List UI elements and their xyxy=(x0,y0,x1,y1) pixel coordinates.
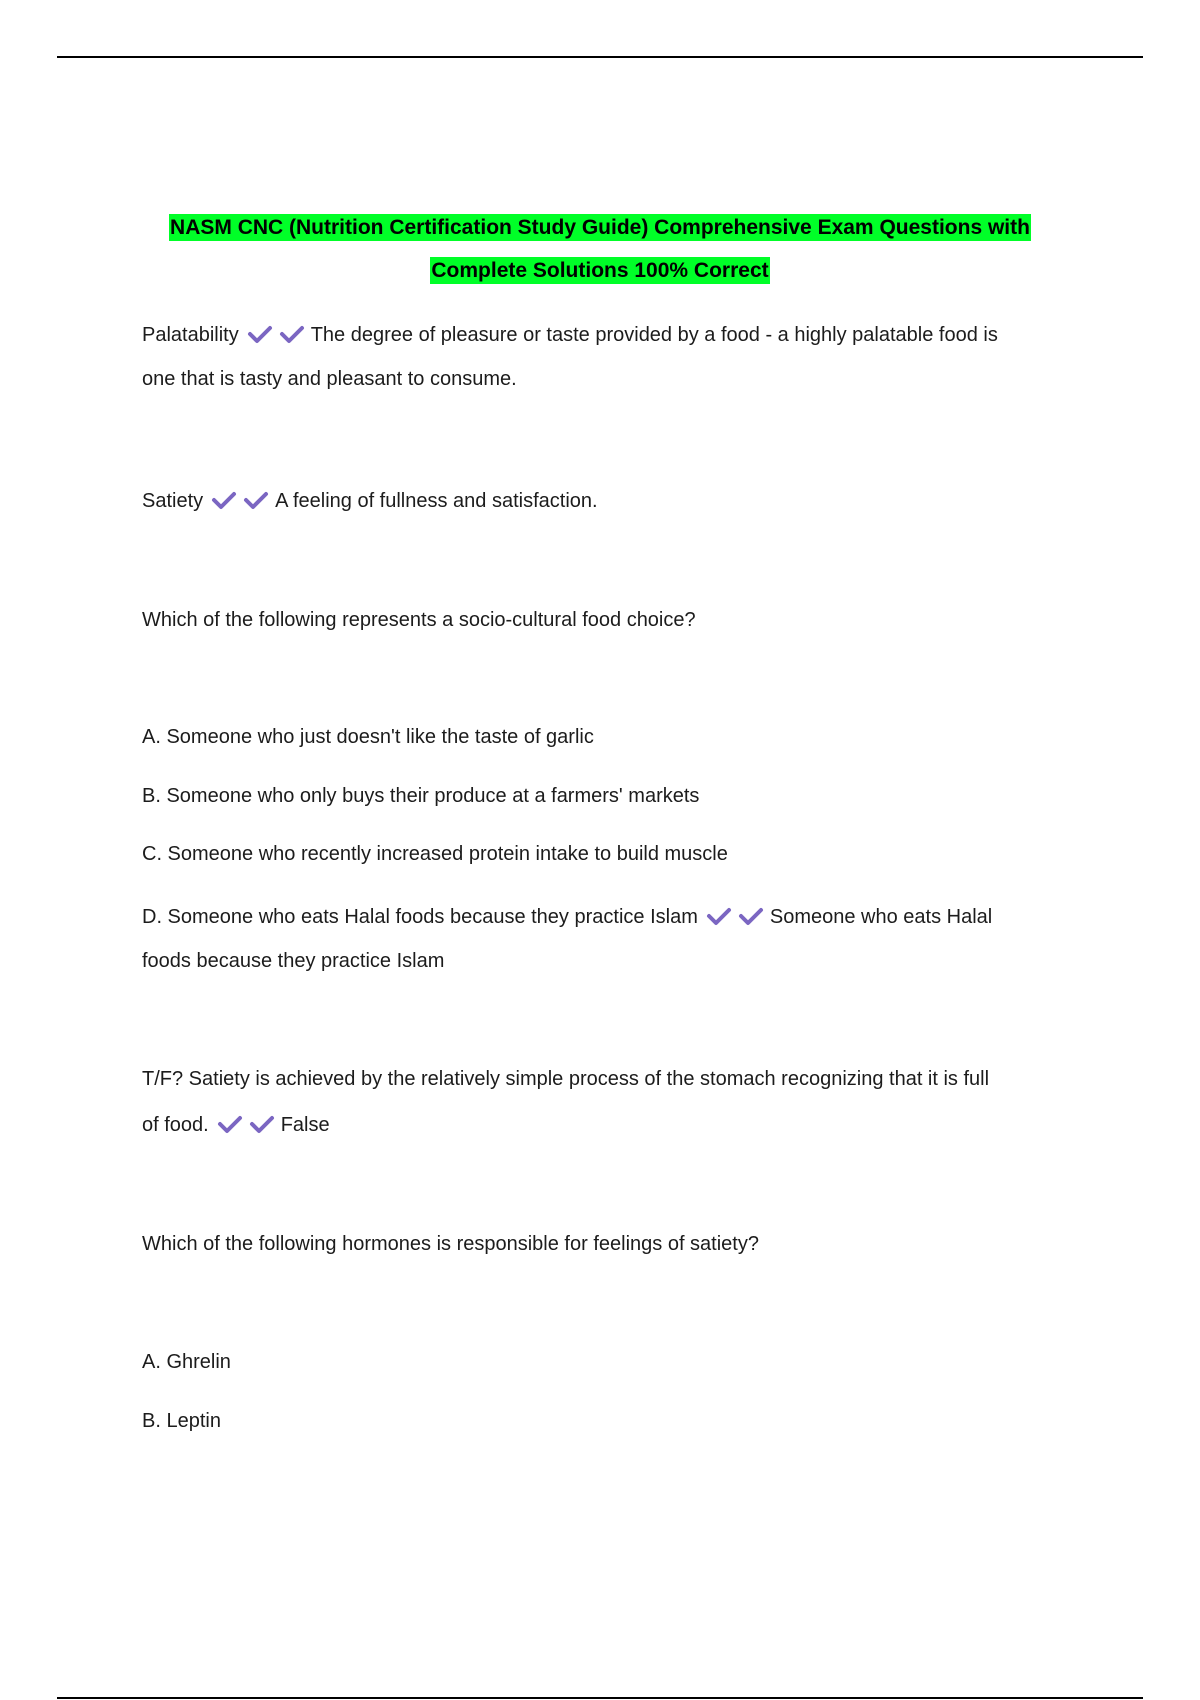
palatability-answer: The degree of pleasure or taste provided by a food - a highly palatable food is xyxy=(310,324,998,346)
truefalse-line-2 xyxy=(142,1103,1072,1147)
title-line-2: Complete Solutions 100% Correct xyxy=(431,259,769,282)
checkmark-icon xyxy=(279,324,305,344)
satiety-answer: A feeling of fullness and satisfaction. xyxy=(275,490,598,512)
question-truefalse: T/F? Satiety is achieved by the relatively simple process of the stomach recognizing that it is full xyxy=(142,1068,990,1090)
palatability-line-2: one that is tasty and pleasant to consume. xyxy=(142,368,517,390)
checkmark-icon xyxy=(706,906,732,926)
palatability-line-1 xyxy=(142,313,1072,357)
option-d-line xyxy=(142,895,1072,939)
satiety-term: Satiety xyxy=(142,490,204,512)
palatability-term: Palatability xyxy=(142,324,239,346)
checkmark-icon xyxy=(243,490,269,510)
question-hormones: Which of the following hormones is responsible for feelings of satiety? xyxy=(142,1233,759,1255)
option-b: B. Someone who only buys their produce at a farmers' markets xyxy=(142,785,700,807)
document-title xyxy=(0,206,1200,292)
title-line-1: NASM CNC (Nutrition Certification Study Guide) Comprehensive Exam Questions with xyxy=(170,216,1030,239)
sociocultural-answer: Someone who eats Halal xyxy=(769,906,993,928)
footer-rule xyxy=(57,1697,1143,1699)
checkmark-icon xyxy=(217,1114,243,1134)
truefalse-answer: False xyxy=(280,1114,330,1136)
checkmark-icon xyxy=(247,324,273,344)
hormone-option-b: B. Leptin xyxy=(142,1410,221,1432)
hormone-option-a: A. Ghrelin xyxy=(142,1351,231,1373)
option-c: C. Someone who recently increased protein intake to build muscle xyxy=(142,843,728,865)
satiety-line xyxy=(142,479,1072,523)
checkmark-icon xyxy=(249,1114,275,1134)
option-a: A. Someone who just doesn't like the taste of garlic xyxy=(142,726,594,748)
checkmark-icon xyxy=(211,490,237,510)
option-d: D. Someone who eats Halal foods because they practice Islam xyxy=(142,906,698,928)
header-rule xyxy=(57,56,1143,58)
sociocultural-answer-line-2: foods because they practice Islam xyxy=(142,950,445,972)
question-sociocultural: Which of the following represents a socio-cultural food choice? xyxy=(142,609,696,631)
truefalse-question-end: of food. xyxy=(142,1114,209,1136)
checkmark-icon xyxy=(738,906,764,926)
